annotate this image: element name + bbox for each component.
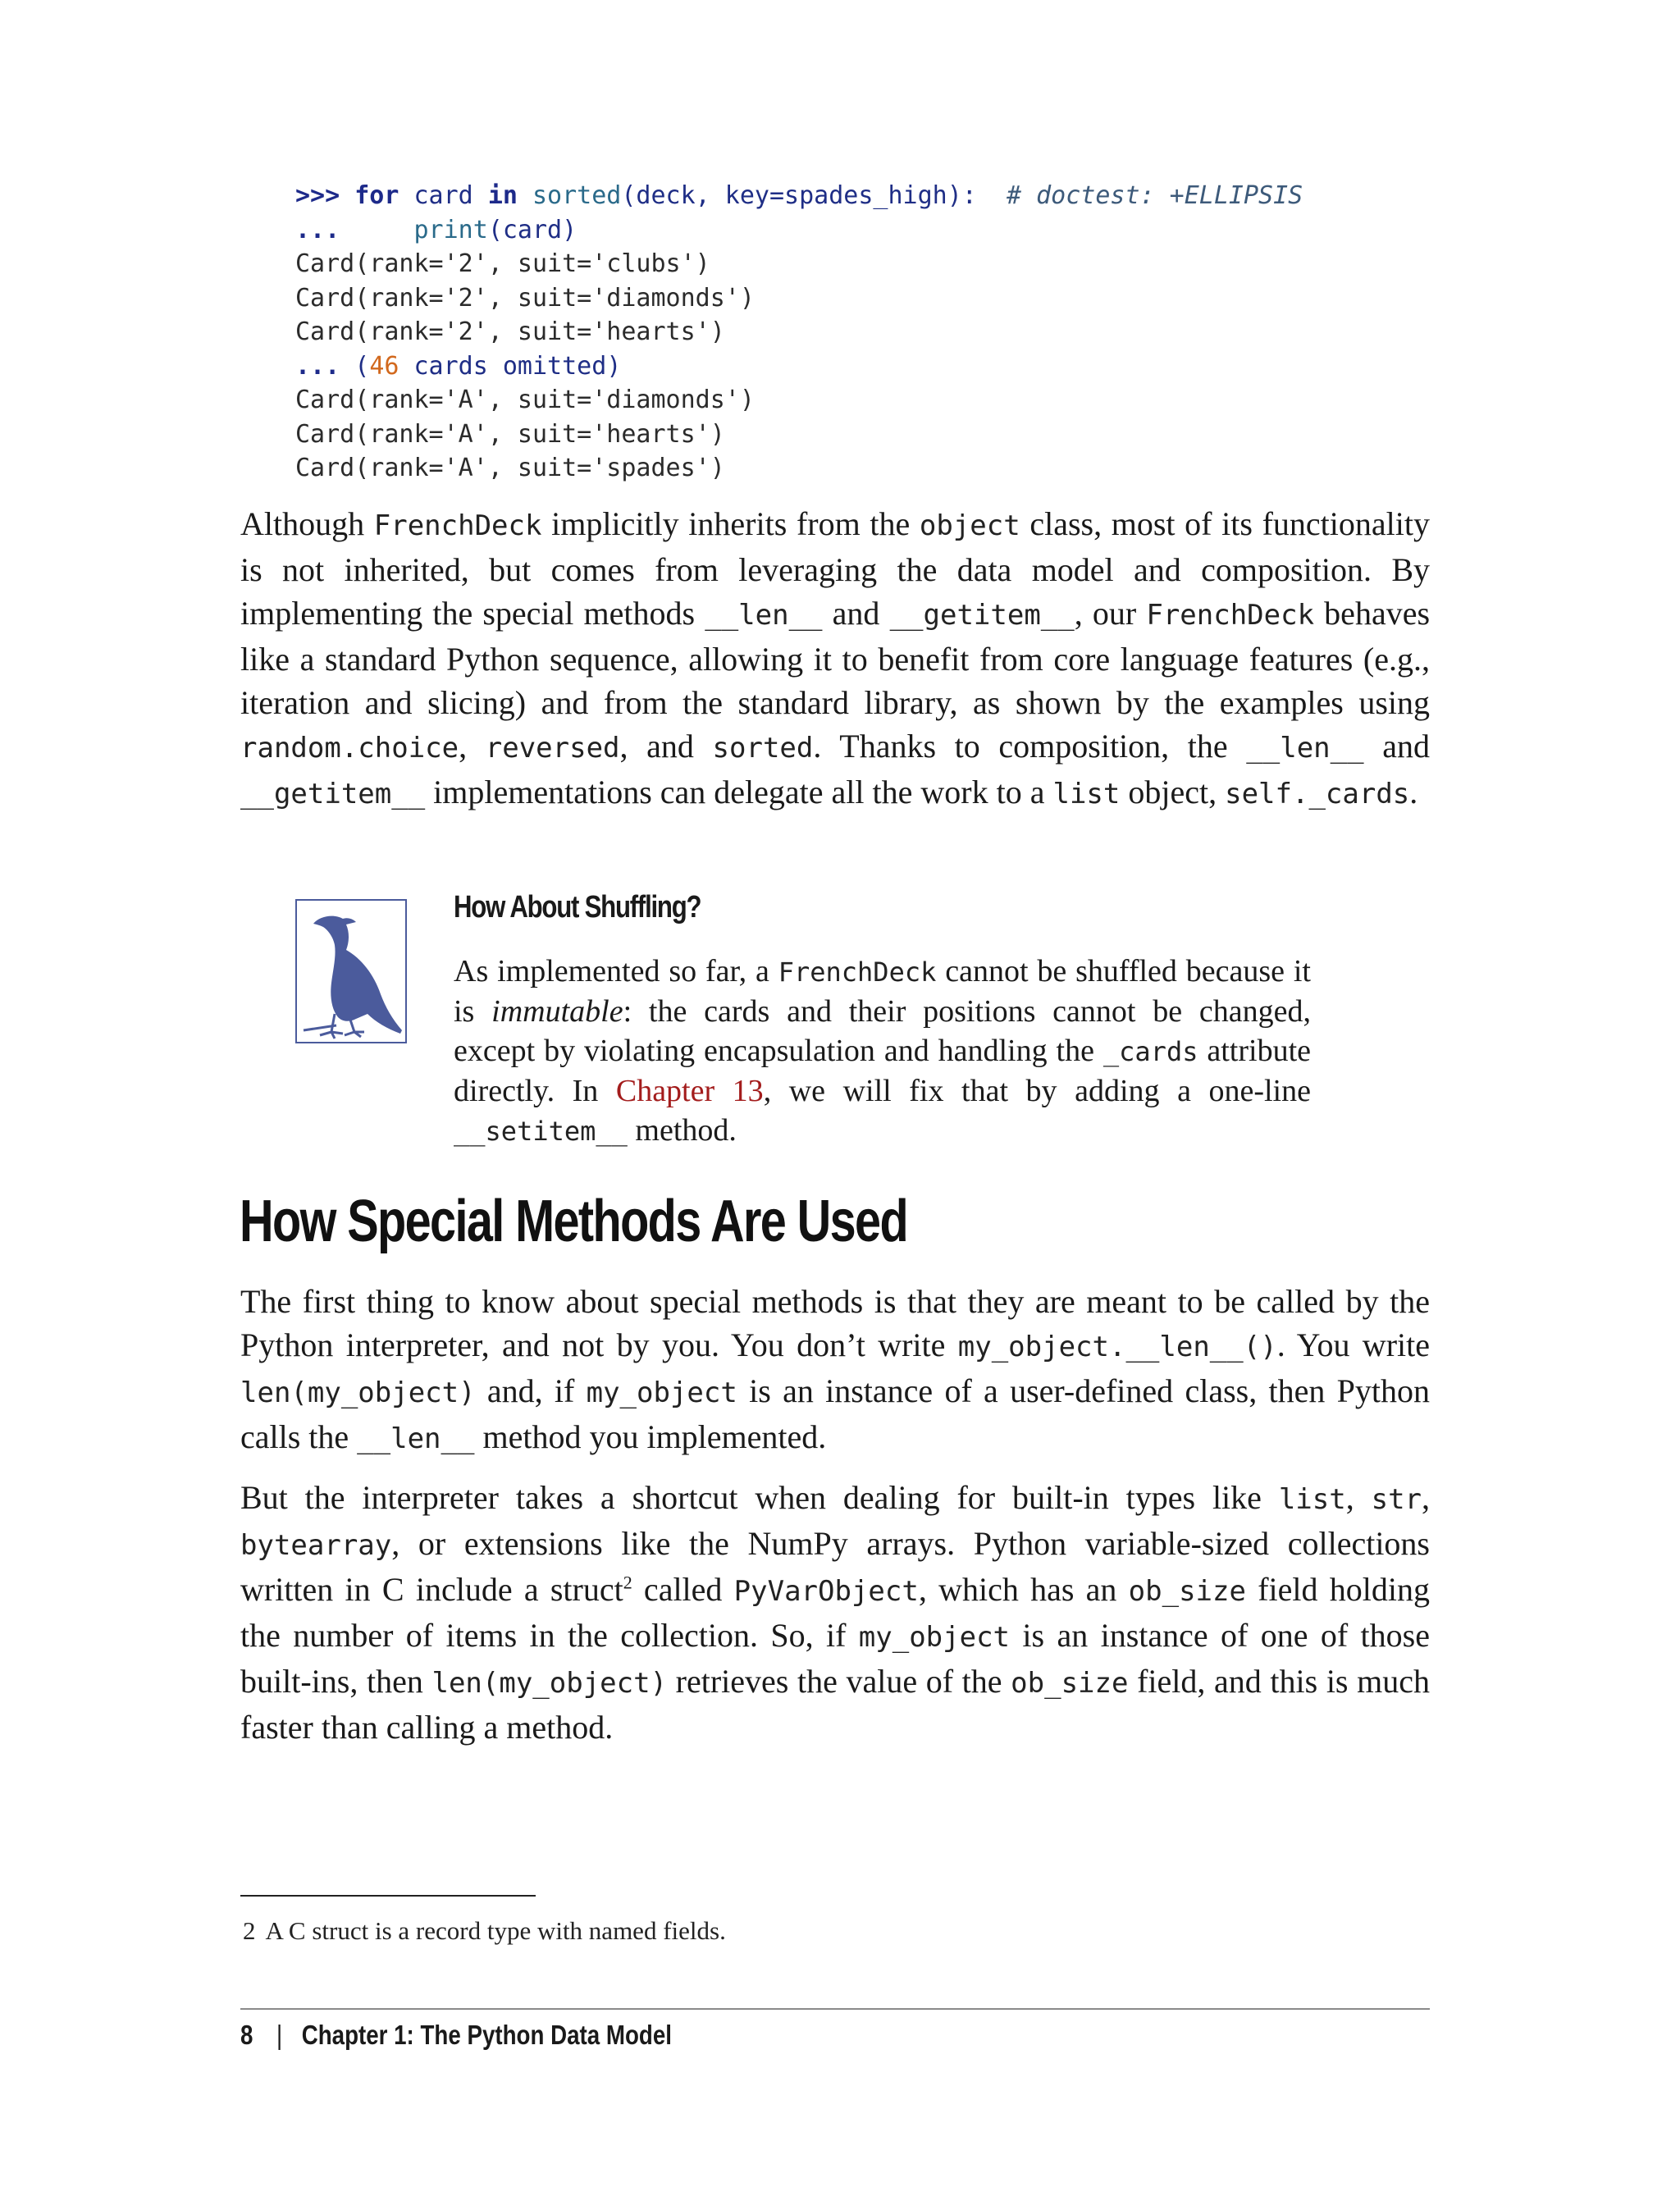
code-output-line: Card(rank='2', suit='clubs') [295,249,710,278]
inline-code: my_object.__len__() [957,1331,1277,1363]
chapter-title: Chapter 1: The Python Data Model [301,2020,672,2050]
inline-code: object [919,509,1020,542]
text: retrieves the value of the [667,1663,1011,1700]
code-keyword: in [487,181,518,210]
text: implicitly inherits from the [541,505,920,542]
text: , or extensions like the NumPy arrays. Python variable-sized collections written in C include a struct [240,1525,1430,1608]
page-number: 8 [240,2020,253,2050]
text: attribute directly. In [454,1034,1312,1108]
code-variable: card [413,181,473,210]
inline-code: __len__ [1246,732,1364,765]
crow-icon [295,899,407,1043]
code-args: (card) [487,215,578,244]
code-comment: # doctest: +ELLIPSIS [1006,181,1303,210]
code-keyword: for [354,181,399,210]
text: called [632,1571,734,1608]
text: method you implemented. [474,1418,827,1455]
inline-code: reversed [485,732,620,765]
text: : the cards and their positions cannot be changed, except by violating encapsulation and handling the [454,994,1311,1068]
text: method. [627,1113,737,1148]
inline-code: FrenchDeck [1146,599,1315,632]
code-paren: ( [354,351,370,381]
text: , which has an [918,1571,1129,1608]
inline-code: __getitem__ [240,778,426,810]
inline-code: ob_size [1011,1667,1129,1700]
text: is an instance of one of those built-ins, then [240,1617,1430,1700]
code-block [295,179,1303,486]
code-line [295,349,1303,384]
code-output-line: Card(rank='A', suit='hearts') [295,419,725,449]
body-paragraph [240,1476,1430,1749]
footnote [243,1916,726,1946]
code-paren: ) [606,351,622,381]
text: field holding the number of items in the collection. So, if [240,1571,1430,1654]
inline-code: list [1278,1483,1346,1516]
text: But the interpreter takes a shortcut when dealing for built-in types like [240,1479,1279,1516]
text: class, most of its functionality is not inherited, but comes from leveraging the data model and composition. By implementing the special methods [240,505,1430,632]
footer-separator: | [276,2020,283,2050]
page-footer [240,2020,672,2051]
text: and, if [475,1372,587,1409]
text: , [459,728,486,765]
text: object, [1120,774,1226,810]
inline-code: my_object [586,1376,737,1409]
text: Although [240,505,374,542]
inline-code: _cards [1102,1036,1198,1067]
text: , our [1074,595,1147,632]
text: and [1363,728,1430,765]
text: implementations can delegate all the work to a [425,774,1053,810]
text: . You write [1276,1326,1430,1363]
text: behaves like a standard Python sequence, allowing it to benefit from core language features (e.g., iteration and slicing) and from the standard library, as shown by the examples using [240,595,1431,721]
inline-code: self._cards [1225,778,1410,810]
body-paragraph [240,1280,1430,1461]
inline-code: bytearray [240,1529,392,1562]
code-output-line: Card(rank='A', suit='spades') [295,454,725,482]
inline-code: len(my_object) [240,1376,476,1409]
inline-code: __len__ [357,1422,475,1455]
code-output-line: Card(rank='2', suit='diamonds') [295,283,755,313]
inline-code: random.choice [240,732,459,765]
code-number: 46 [369,351,399,381]
chapter-13-link[interactable]: Chapter 13 [615,1074,764,1108]
inline-code: my_object [858,1621,1011,1654]
text: The first thing to know about special methods is that they are meant to be called by the Python interpreter, and not by you. You don’t write [240,1283,1430,1363]
inline-code: list [1052,778,1121,810]
inline-code: PyVarObject [733,1575,919,1608]
footnote-divider [240,1895,536,1897]
inline-code: sorted [712,732,814,765]
text: and [822,595,890,632]
text: , we will fix that by adding a one-line [763,1074,1311,1108]
inline-code: FrenchDeck [778,956,937,988]
text: , [1422,1479,1431,1516]
footnote-number: 2 [243,1916,256,1945]
text: field, and this is much faster than calling a method. [240,1663,1430,1746]
inline-code: len(my_object) [431,1667,668,1700]
text: As implemented so far, a [454,954,778,988]
code-output-line: Card(rank='2', suit='hearts') [295,317,725,346]
code-line [295,179,1303,213]
code-function: print [413,215,488,244]
note-body [454,952,1311,1151]
code-output-line: Card(rank='A', suit='diamonds') [295,386,755,414]
text: is an instance of a user-defined class, then Python calls the [240,1372,1430,1455]
text: . [1409,774,1418,810]
footnote-reference[interactable]: 2 [623,1572,632,1593]
inline-code: __setitem__ [454,1116,628,1147]
footer-divider [240,2008,1430,2010]
inline-code: ob_size [1128,1575,1246,1608]
section-heading: How Special Methods Are Used [240,1189,908,1254]
text: cannot be shuffled because it is [454,954,1311,1029]
inline-code: __getitem__ [889,599,1075,632]
inline-code: FrenchDeck [373,509,542,542]
inline-code: str [1371,1483,1422,1516]
text: . Thanks to composition, the [813,728,1247,765]
code-prompt: ... [295,215,340,244]
code-prompt: ... [295,351,340,381]
emphasis: immutable [491,994,623,1029]
code-prompt: >>> [295,181,340,210]
text: , [1345,1479,1372,1516]
footnote-text: A C struct is a record type with named fields. [265,1916,726,1945]
note-title: How About Shuffling? [454,890,701,924]
body-paragraph [240,502,1430,816]
code-function: sorted [532,181,622,210]
code-args: (deck, key=spades_high): [621,181,977,210]
code-text: cards omitted [413,351,607,381]
text: , and [619,728,713,765]
code-line [295,213,1303,248]
inline-code: __len__ [705,599,823,632]
